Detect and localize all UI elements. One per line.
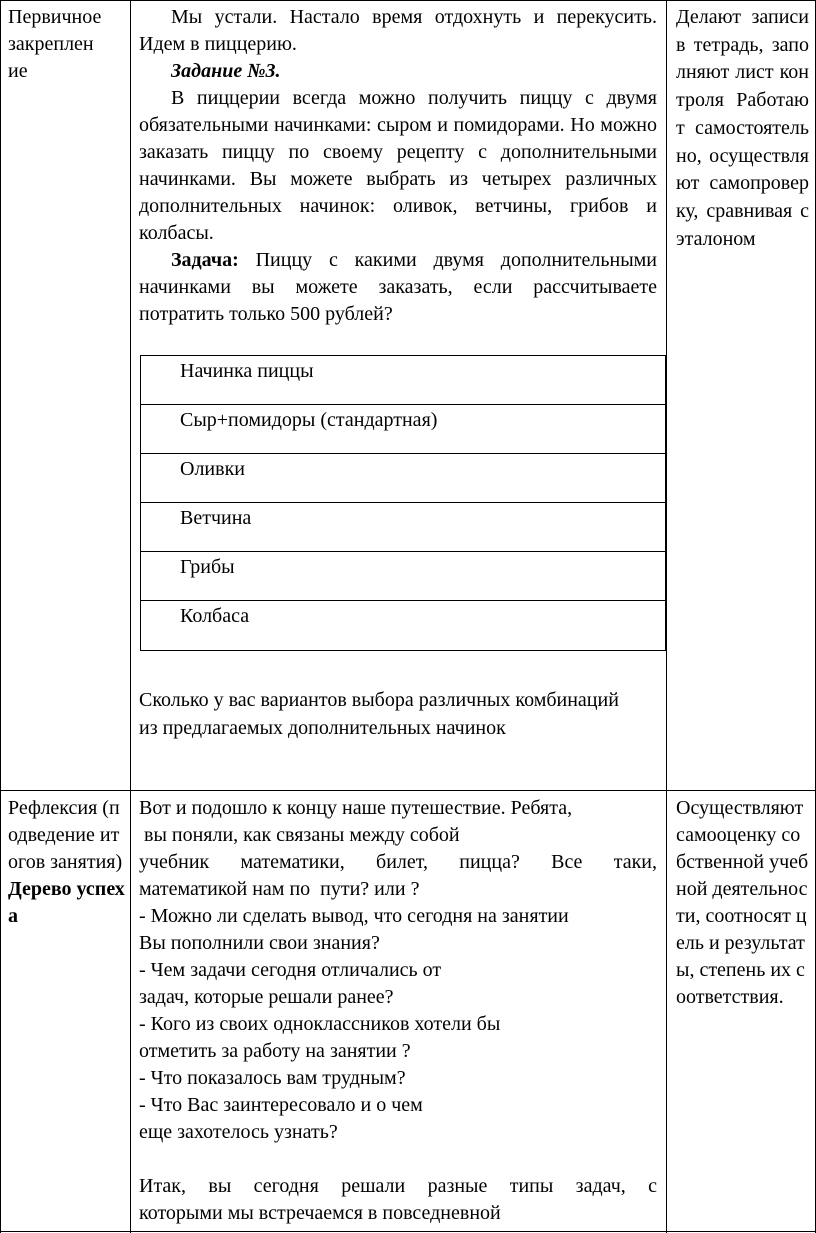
- table-cell: Сыр+помидоры (стандартная): [180, 409, 438, 431]
- table-border-left: [0, 0, 1, 1233]
- student-activity-cell-2: Осуществляют самооценку собственной учебной деятельности, соотносят цель и результаты, степень их соответствия.: [676, 797, 809, 1008]
- problem-text: Пиццу с какими двумя дополнительными начинками вы можете заказать, если рассчитываете потратить только 500 рублей?: [139, 249, 658, 325]
- toppings-table-row: [140, 404, 665, 452]
- stage-line-3: ие: [8, 60, 28, 82]
- problem-paragraph: [139, 247, 657, 328]
- toppings-table-row: [140, 600, 665, 648]
- table-cell: Колбаса: [180, 605, 250, 627]
- problem-label: Задача:: [171, 249, 239, 271]
- reflection-line: Вы пополнили свои знания?: [139, 932, 380, 954]
- reflection-line: Вот и подошло к концу наше путешествие. Ребята,: [139, 797, 573, 819]
- toppings-table-row: [140, 551, 665, 599]
- table-cell: Грибы: [180, 556, 235, 578]
- reflection-line: математикой нам по пути? или ?: [139, 878, 420, 900]
- stage-cell-reflection: [8, 795, 126, 930]
- table-cell: Оливки: [180, 458, 245, 480]
- reflection-line: - Чем задачи сегодня отличались от: [139, 959, 442, 981]
- table-border-row-divider: [0, 790, 816, 791]
- reflection-stage-text: Рефлексия (подведение итогов занятия): [8, 797, 123, 873]
- combinations-question: Сколько у вас вариантов выбора различных комбинаций из предлагаемых дополнительных начинок: [139, 689, 619, 739]
- toppings-table-row: [140, 355, 665, 403]
- student-activity-cell-1: Делают записи в тетрадь, заполняют лист контроля Работают самостоятельно, осуществляют самопроверку, сравнивая с эталоном: [676, 6, 809, 250]
- table-border-col2: [666, 0, 667, 1233]
- reflection-line: - Можно ли сделать вывод, что сегодня на занятии: [139, 905, 569, 927]
- table-border-col1: [130, 0, 131, 1233]
- stage-cell-primary-consolidation: [8, 4, 126, 85]
- toppings-table-right-border: [665, 355, 666, 651]
- reflection-line: которыми мы встречаемся в повседневной: [139, 1202, 501, 1224]
- reflection-line: отметить за работу на занятии ?: [139, 1040, 411, 1062]
- table-cell: Начинка пиццы: [180, 360, 314, 382]
- reflection-teacher-cell: [139, 795, 657, 1227]
- stage-line-2: закреплен: [8, 33, 94, 55]
- toppings-table-bottom-border: [140, 650, 666, 651]
- reflection-line: - Кого из своих одноклассников хотели бы: [139, 1013, 501, 1035]
- task-paragraph: В пиццерии всегда можно получить пиццу с двумя обязательными начинками: сыром и помидорами. Но можно заказать пиццу по своему рецепту с дополнительными начинками. Вы можете выбрать из четырех различных дополнительных начинок: оливок, ветчины, грибов и колбасы.: [139, 87, 657, 244]
- intro-paragraph: Мы устали. Настало время отдохнуть и перекусить. Идем в пиццерию.: [139, 6, 657, 55]
- reflection-line: еще захотелось узнать?: [139, 1121, 338, 1143]
- reflection-line: [139, 1146, 657, 1173]
- table-border-bottom: [0, 1231, 816, 1232]
- stage-line-1: Первичное: [8, 6, 102, 28]
- reflection-line: Итак, вы сегодня решали разные типы задач, с: [139, 1175, 657, 1197]
- task-label: Задание №3.: [171, 60, 281, 82]
- table-cell: Ветчина: [180, 507, 252, 529]
- reflection-line: - Что показалось вам трудным?: [139, 1067, 406, 1089]
- teacher-activity-cell: [139, 4, 657, 328]
- reflection-line: - Что Вас заинтересовало и о чем: [139, 1094, 423, 1116]
- reflection-line: учебник математики, билет, пицца? Все таки,: [139, 851, 657, 873]
- reflection-line: вы поняли, как связаны между собой: [139, 824, 460, 846]
- table-border-top: [0, 0, 816, 1]
- toppings-table-row: [140, 453, 665, 501]
- reflection-line: задач, которые решали ранее?: [139, 986, 394, 1008]
- toppings-table-row: [140, 502, 665, 550]
- success-tree-label: Дерево успеха: [8, 878, 125, 927]
